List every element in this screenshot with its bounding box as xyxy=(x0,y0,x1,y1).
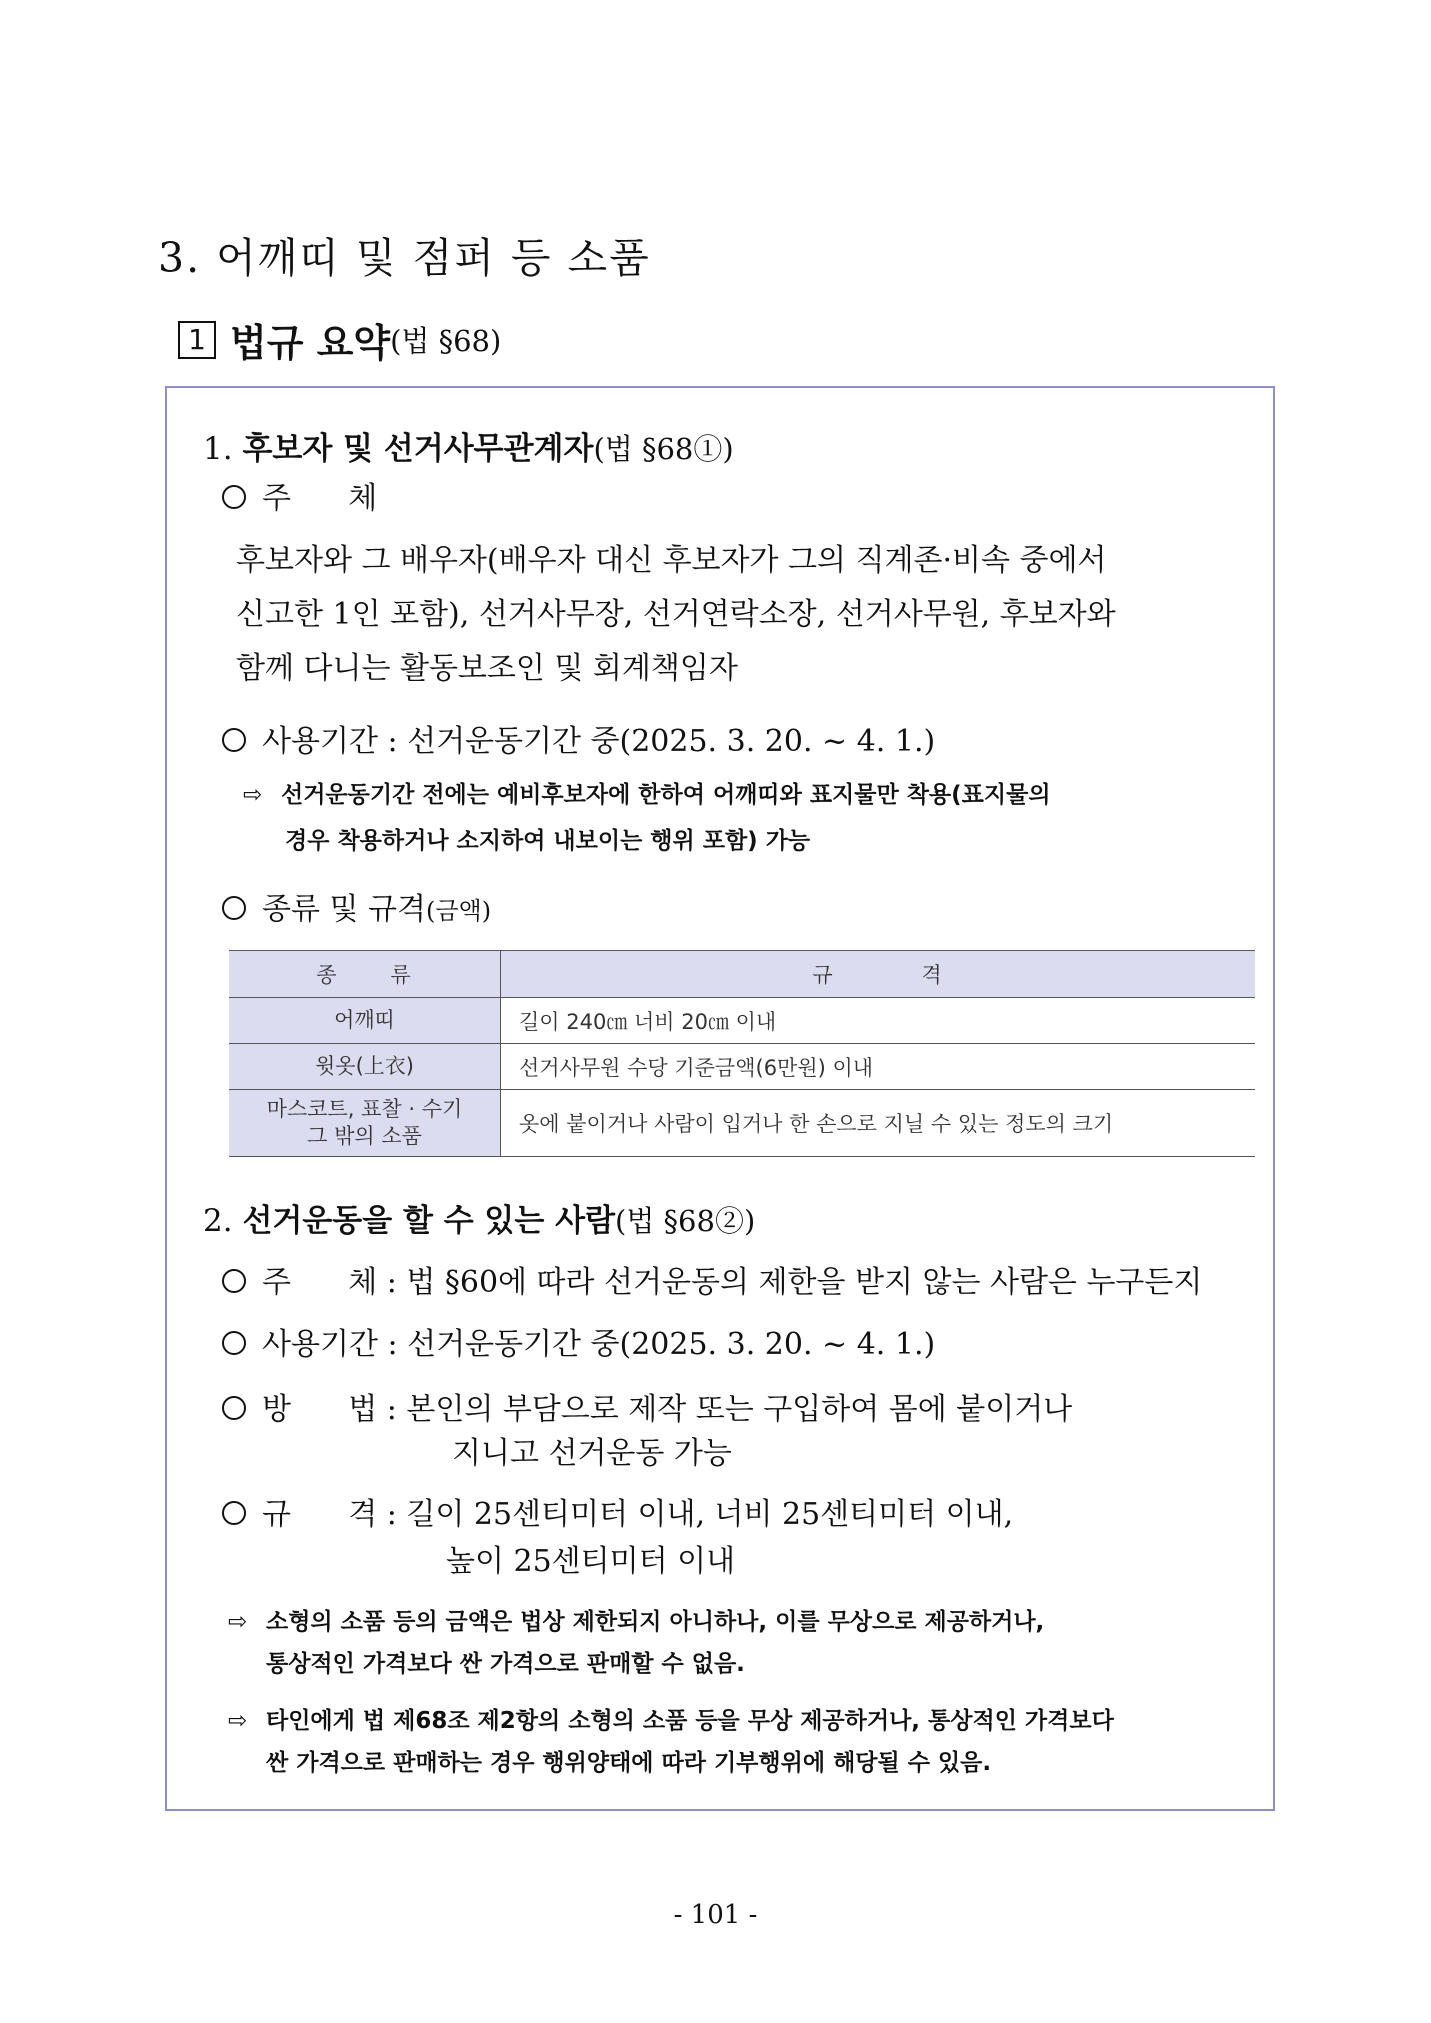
part2-subject-bullet xyxy=(222,1263,1202,1303)
table-row xyxy=(229,1090,1255,1157)
table-cell-kind: 윗옷(上衣) xyxy=(229,1044,501,1090)
section-title: 3. 어깨띠 및 점퍼 등 소품 xyxy=(158,234,651,282)
part1-period-bullet xyxy=(222,722,935,762)
part1-subject-bullet xyxy=(222,479,377,519)
subtitle-number-box: 1 xyxy=(178,321,216,359)
part1-heading-num: 1. xyxy=(203,431,243,467)
part2-spec-line-1: 규 격 : 길이 25센티미터 이내, 너비 25센티미터 이내, xyxy=(262,1497,1014,1532)
table-header-spec: 규 격 xyxy=(501,951,1256,998)
table-cell-spec: 선거사무원 수당 기준금액(6만원) 이내 xyxy=(501,1044,1256,1090)
part2-period-bullet xyxy=(222,1325,935,1365)
part1-types-ref: (금액) xyxy=(425,897,492,925)
part2-subject: 주 체 : 법 §60에 따라 선거운동의 제한을 받지 않는 사람은 누구든지 xyxy=(262,1265,1203,1300)
part1-period: 사용기간 : 선거운동기간 중(2025. 3. 20. ~ 4. 1.) xyxy=(262,724,936,759)
arrow-icon: ⇨ xyxy=(243,782,263,808)
part2-period: 사용기간 : 선거운동기간 중(2025. 3. 20. ~ 4. 1.) xyxy=(262,1327,936,1362)
spec-table xyxy=(229,950,1255,1157)
part2-method-line-1: 방 법 : 본인의 부담으로 제작 또는 구입하여 몸에 붙이거나 xyxy=(262,1392,1073,1427)
part2-spec-line-2: 높이 25센티미터 이내 xyxy=(446,1544,736,1579)
part2-heading xyxy=(203,1195,755,1240)
table-cell-kind: 어깨띠 xyxy=(229,998,501,1044)
part2-spec-bullet xyxy=(222,1495,1013,1535)
part1-types-bullet xyxy=(222,890,491,931)
table-row xyxy=(229,1044,1255,1090)
page-number: - 101 - xyxy=(673,1900,758,1930)
part2-note1-line-2: 통상적인 가격보다 싼 가격으로 판매할 수 없음. xyxy=(266,1651,745,1677)
part1-subject-line-2: 신고한 1인 포함), 선거사무장, 선거연락소장, 선거사무원, 후보자와 xyxy=(236,597,1116,632)
part2-heading-num: 2. xyxy=(203,1203,243,1239)
subtitle-label: 법규 요약 xyxy=(230,321,391,365)
subtitle xyxy=(178,312,501,367)
part2-note2-line-2: 싼 가격으로 판매하는 경우 행위양태에 따라 기부행위에 해당될 수 있음. xyxy=(266,1750,992,1776)
part1-note-line-2: 경우 착용하거나 소지하여 내보이는 행위 포함) 가능 xyxy=(285,828,811,854)
part2-heading-label: 선거운동을 할 수 있는 사람 xyxy=(242,1203,616,1239)
circle-bullet-icon xyxy=(222,728,246,752)
part2-note1-line-1: ⇨ 소형의 소품 등의 금액은 법상 제한되지 아니하나, 이를 무상으로 제공하거나, xyxy=(228,1599,1044,1645)
circle-bullet-icon xyxy=(222,1269,246,1293)
part1-heading-label: 후보자 및 선거사무관계자 xyxy=(242,431,594,467)
table-header-kind: 종 류 xyxy=(229,951,501,998)
table-cell-spec: 옷에 붙이거나 사람이 입거나 한 손으로 지닐 수 있는 정도의 크기 xyxy=(501,1090,1256,1157)
circle-bullet-icon xyxy=(222,1331,246,1355)
table-header-row xyxy=(229,951,1255,998)
part2-method-line-2: 지니고 선거운동 가능 xyxy=(452,1436,732,1471)
circle-bullet-icon xyxy=(222,1396,246,1420)
part2-heading-ref: (법 §68②) xyxy=(615,1204,756,1238)
circle-bullet-icon xyxy=(222,1501,246,1525)
part1-types-label: 종류 및 규격 xyxy=(262,892,426,927)
part1-heading xyxy=(203,423,734,468)
circle-bullet-icon xyxy=(222,896,246,920)
part1-subject-label: 주 체 xyxy=(262,481,378,516)
circle-bullet-icon xyxy=(222,485,246,509)
table-cell-kind: 마스코트, 표찰 · 수기 그 밖의 소품 xyxy=(229,1090,501,1157)
arrow-icon: ⇨ xyxy=(228,1708,248,1734)
part2-note2-line-1: ⇨ 타인에게 법 제68조 제2항의 소형의 소품 등을 무상 제공하거나, 통상적인 가격보다 xyxy=(228,1698,1114,1744)
part1-note-line-1: ⇨ 선거운동기간 전에는 예비후보자에 한하여 어깨띠와 표지물만 착용(표지물의 xyxy=(243,772,1051,818)
part1-subject-line-1: 후보자와 그 배우자(배우자 대신 후보자가 그의 직계존·비속 중에서 xyxy=(236,543,1107,578)
part1-heading-ref: (법 §68①) xyxy=(593,432,734,466)
arrow-icon: ⇨ xyxy=(228,1609,248,1635)
table-row xyxy=(229,998,1255,1044)
table-cell-spec: 길이 240㎝ 너비 20㎝ 이내 xyxy=(501,998,1256,1044)
part2-method-bullet xyxy=(222,1390,1072,1430)
subtitle-ref: (법 §68) xyxy=(390,324,502,358)
part1-subject-line-3: 함께 다니는 활동보조인 및 회계책임자 xyxy=(236,651,738,686)
